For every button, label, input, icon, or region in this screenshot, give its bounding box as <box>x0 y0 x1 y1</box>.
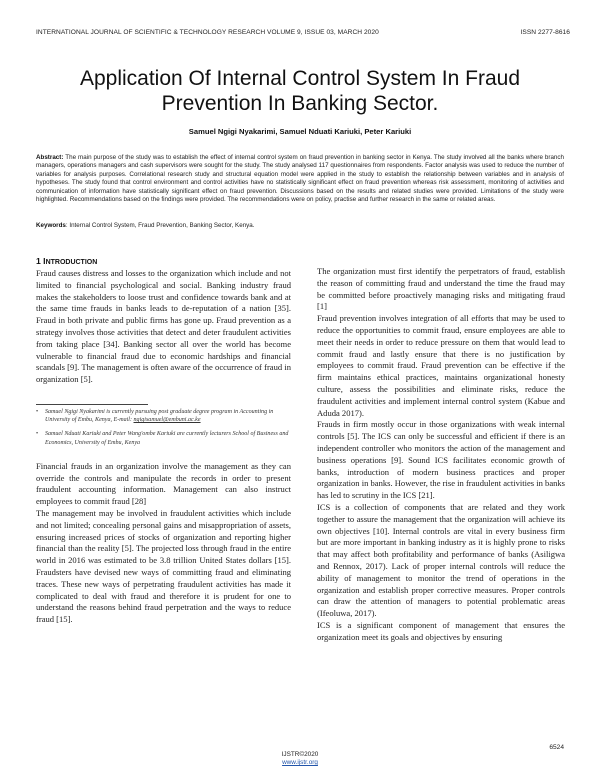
footnote-body: Samuel Ngigi Nyakarimi is currently pursuing post graduate degree program in Accounting in University of Embu, Kenya, E-mail: <box>45 408 274 424</box>
footnote-divider <box>36 404 148 405</box>
footnote-text <box>45 408 291 424</box>
paragraph: The organization must first identify the perpetrators of fraud, establish the reason of committing fraud and understand the time the fraud may be committed before proactively managing risks and mitigating fraud [1] <box>317 266 565 312</box>
abstract-label: Abstract: <box>36 154 64 161</box>
section-heading <box>36 256 291 267</box>
copyright: IJSTR©2020 <box>281 751 319 758</box>
title-line: Application Of Internal Control System In Fraud <box>79 67 521 90</box>
paragraph: Frauds in firm mostly occur in those organizations with weak internal controls [5]. The ICS can only be successful and efficient if there is an independent controller who monitors the action of the management and business operations [9]. Sound ICS facilitates economic growth of banks, introduction of modern business practices and proper organization in banks. However, the rise in fraudulent activities in banks has led to scrutiny in the ICS [21]. <box>317 419 565 501</box>
abstract <box>36 154 564 204</box>
page-footer <box>0 751 600 767</box>
paragraph: ICS is a collection of components that are related and they work together to assure the management that the organization will achieve its own objectives [10]. Internal controls are vital in every business firm but are more important in banking industry as it is highly prone to risks that may affect both profitability and performance of banks (Asiligwa and Rennox, 2017). Lack of proper internal controls will reduce the ability of management to monitor the trend of operations in the organization and establish proper corrective measures. Proper controls can draw the attention of managers to potential problematic areas (Ifeoluwa, 2017). <box>317 501 565 619</box>
bullet-icon: • <box>36 431 39 438</box>
keywords <box>36 222 564 230</box>
section-number: 1 <box>36 256 41 266</box>
running-header <box>36 29 570 36</box>
author-list: Samuel Ngigi Nyakarimi, Samuel Nduati Kariuki, Peter Kariuki <box>188 127 412 136</box>
journal-link[interactable]: www.ijstr.org <box>282 759 318 766</box>
abstract-text: The main purpose of the study was to establish the effect of internal control system on fraud prevention in banking sector in Kenya. The study involved all the banks where branch managers, operations managers and cash supervisors were sought for the study. The study analysed 117 questionnaires from respondents. Factor analysis was used to reduce the number of variables for analysis purposes. Correlational research study and structural equation model were applied in the study to establish the relationship between variables and in analysis of hypotheses. The study found that control environment and control activities have no statistically significant effect on fraud prevention whereas risk assessment, monitoring of activities and communication of information have statistically significant effect on fraud prevention. Discussions based on the results and related studies were provided. Limitations of the study were highlighted. Recommendations based on the findings were provided. The recommendations were on policy, practise and further research in the same or related areas. <box>36 154 565 204</box>
left-column <box>36 256 291 626</box>
footnote <box>36 408 291 424</box>
journal-header: INTERNATIONAL JOURNAL OF SCIENTIFIC & TECHNOLOGY RESEARCH VOLUME 9, ISSUE 03, MARCH 2020 <box>36 29 379 36</box>
footnote <box>36 430 291 446</box>
bullet-icon: • <box>36 408 39 415</box>
keywords-label: Keywords <box>36 222 66 229</box>
paragraph: Fraud causes distress and losses to the organization which include and not limited to financial psychological and social. Banking industry fraud makes the stakeholders to loose trust and confidence towards bank and at the same time frauds in banks leads to de-reputation of a nation [35]. Fraud in both private and public firms has gone up. Fraud prevention as a strategy involves those activities that detect and deter fraudulent activities from taking place [34]. Banking sector all over the world has become vulnerable to financial fraud due to economic hardships and financial scandals [9]. The management is often aware of the occurrence of fraud in organization [5]. <box>36 268 291 385</box>
right-column <box>317 266 565 644</box>
keywords-text: : Internal Control System, Fraud Prevention, Banking Sector, Kenya. <box>65 222 255 229</box>
footnotes <box>36 404 291 447</box>
paragraph: Financial frauds in an organization involve the management as they can override the controls and manipulate the records in order to present fraudulent accounting information. Management can also instruct employees to commit fraud [28] <box>36 460 291 507</box>
section-title-initial: I <box>43 256 46 266</box>
title-line: Prevention In Banking Sector. <box>161 92 439 115</box>
section-title-rest: NTRODUCTION <box>45 259 98 266</box>
paper-title <box>40 66 560 116</box>
footnote-body: Samuel Nduati Kariuki and Peter Wang'ombe Kariuki are currently lecturers School of Business and Economics, University of Embu, Kenya <box>45 431 289 446</box>
page-number: 6524 <box>549 744 564 751</box>
issn-header: ISSN 2277-8616 <box>520 29 570 36</box>
paragraph: ICS is a significant component of management that ensures the organization meet its goals and objectives by ensuring <box>317 619 565 642</box>
paragraph: The management may be involved in fraudulent activities which include and not limited; concealing personal gains and misappropriation of assets, ensuring increased prices of stocks of organization and reporting higher financial than the reality [5]. The projected loss through fraud in the entire world in 2016 was estimated to be 3.8 trillion United States dollars [15]. Fraudsters have devised new ways of committing fraud and eliminating traces. These new ways of perpetrating fraudulent activities has made it complicated to deal with fraud and therefore it is prudent for one to understand the reasons behind fraud perpetration and the ways to reduce fraud [15]. <box>36 507 291 625</box>
paragraph: Fraud prevention involves integration of all efforts that may be used to reduce the opportunities to commit fraud, ensure employees are able to meet their needs in order to reduce pressure on them that would lead to commit fraud and lastly ensure that there is no justification by employees to commit fraud. Fraud prevention can be effective if the firm maintains ethical practices, maintains organizational honesty culture, assess the possibilities and eliminate risks, reduce the fraudulent activities and implement internal control system (Kabue and Aduda 2017). <box>317 313 565 418</box>
email-link[interactable]: ngigisamuel@embuni.ac.ke <box>133 417 201 424</box>
